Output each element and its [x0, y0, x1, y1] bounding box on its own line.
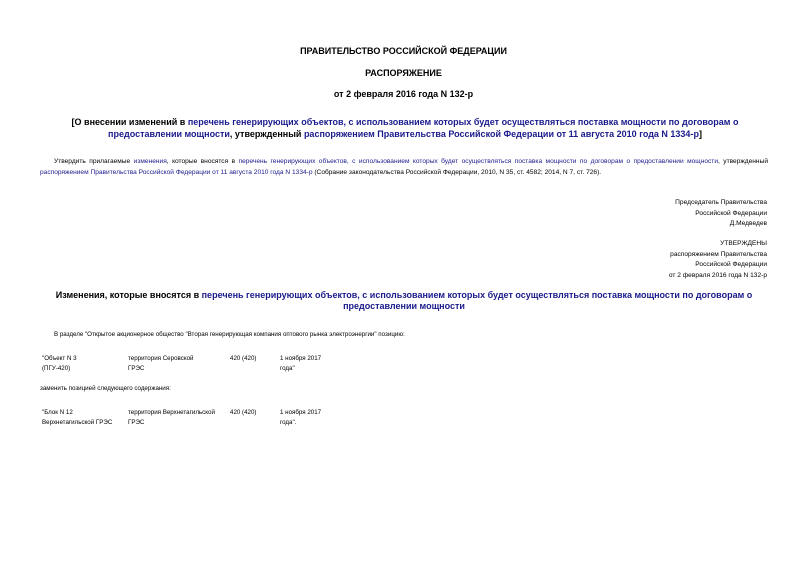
old-row-object: [42, 354, 77, 373]
old-row-capacity: 420 (420): [230, 355, 257, 362]
new-row-capacity: 420 (420): [230, 409, 257, 416]
new-row-territory-line-2: ГРЭС: [128, 418, 145, 426]
new-row-date-line-2: года".: [280, 418, 297, 426]
old-row-date-line-1: 1 ноября 2017: [280, 355, 322, 362]
para-list-link[interactable]: перечень генерирующих объектов, с использованием которых будет осуществляться поставка мощности по договорам о предоставлении мощности: [238, 158, 719, 165]
new-row-object-line-1: "Блок N 12: [42, 409, 73, 416]
new-row-object-line-2: Верхнетагильской ГРЭС: [42, 418, 113, 426]
para-text-1: Утвердить прилагаемые: [54, 158, 134, 165]
old-row-object-line-2: (ПГУ-420): [42, 364, 71, 372]
approved-block: [669, 239, 767, 281]
old-row-territory-line-2: ГРЭС: [128, 364, 145, 372]
signature-block: [675, 198, 767, 230]
new-row-date: [280, 408, 321, 427]
title-mid-text: , утвержденный: [229, 129, 304, 139]
new-row-object: [42, 408, 112, 427]
new-row-territory: [128, 408, 215, 427]
signature-line-1: Председатель Правительства: [675, 199, 767, 206]
new-row-date-line-1: 1 ноября 2017: [280, 409, 322, 416]
main-paragraph: [40, 156, 768, 178]
government-heading: ПРАВИТЕЛЬСТВО РОССИЙСКОЙ ФЕДЕРАЦИИ: [300, 46, 507, 56]
para-order-link[interactable]: распоряжением Правительства Российской Федерации от 11 августа 2010 года N 1334-р: [40, 169, 313, 176]
new-row-territory-line-1: территория Верхнетагильской: [128, 409, 215, 416]
para-text-2: , которые вносятся в: [166, 158, 239, 165]
approved-line-1: УТВЕРЖДЕНЫ: [720, 240, 767, 247]
para-text-3: , утвержденный: [718, 158, 768, 165]
approved-line-2: распоряжением Правительства: [670, 250, 767, 258]
old-row-date: [280, 354, 321, 373]
changes-title: [40, 290, 768, 312]
approved-line-4: от 2 февраля 2016 года N 132-р: [668, 271, 767, 279]
title-close-text: ]: [698, 129, 702, 139]
approved-line-3: Российской Федерации: [695, 261, 767, 268]
section-intro: В разделе "Открытое акционерное общество "Вторая генерирующая компания оптового рынка электроэнергии" позицию:: [54, 331, 405, 338]
old-row-date-line-2: года": [280, 364, 295, 372]
changes-title-link[interactable]: перечень генерирующих объектов, с использованием которых будет осуществляться поставка мощности по договорам о предоставлении мощности: [201, 290, 753, 311]
signature-line-3: Д.Медведев: [729, 220, 767, 227]
old-row-territory: [128, 354, 194, 373]
title-open-text: [О внесении изменений в: [71, 117, 188, 127]
old-row-territory-line-1: территория Серовской: [128, 355, 194, 362]
para-changes-link[interactable]: изменения: [133, 158, 167, 165]
signature-line-2: Российской Федерации: [695, 209, 767, 217]
title-order-link[interactable]: распоряжением Правительства Российской Федерации от 11 августа 2010 года N 1334-р: [303, 129, 699, 139]
replace-text: заменить позицией следующего содержания:: [40, 385, 171, 392]
document-title: [60, 116, 750, 140]
title-list-link[interactable]: перечень генерирующих объектов, с использованием которых будет осуществляться поставка мощности по договорам о предоставлении мощности: [108, 117, 739, 139]
changes-title-text: Изменения, которые вносятся в: [55, 290, 202, 300]
para-text-4: (Собрание законодательства Российской Федерации, 2010, N 35, ст. 4582; 2014, N 7, ст. 726).: [312, 169, 602, 176]
document-type-heading: РАСПОРЯЖЕНИЕ: [365, 68, 442, 78]
old-row-object-line-1: "Объект N 3: [42, 355, 77, 362]
document-date-heading: от 2 февраля 2016 года N 132-р: [333, 89, 474, 99]
